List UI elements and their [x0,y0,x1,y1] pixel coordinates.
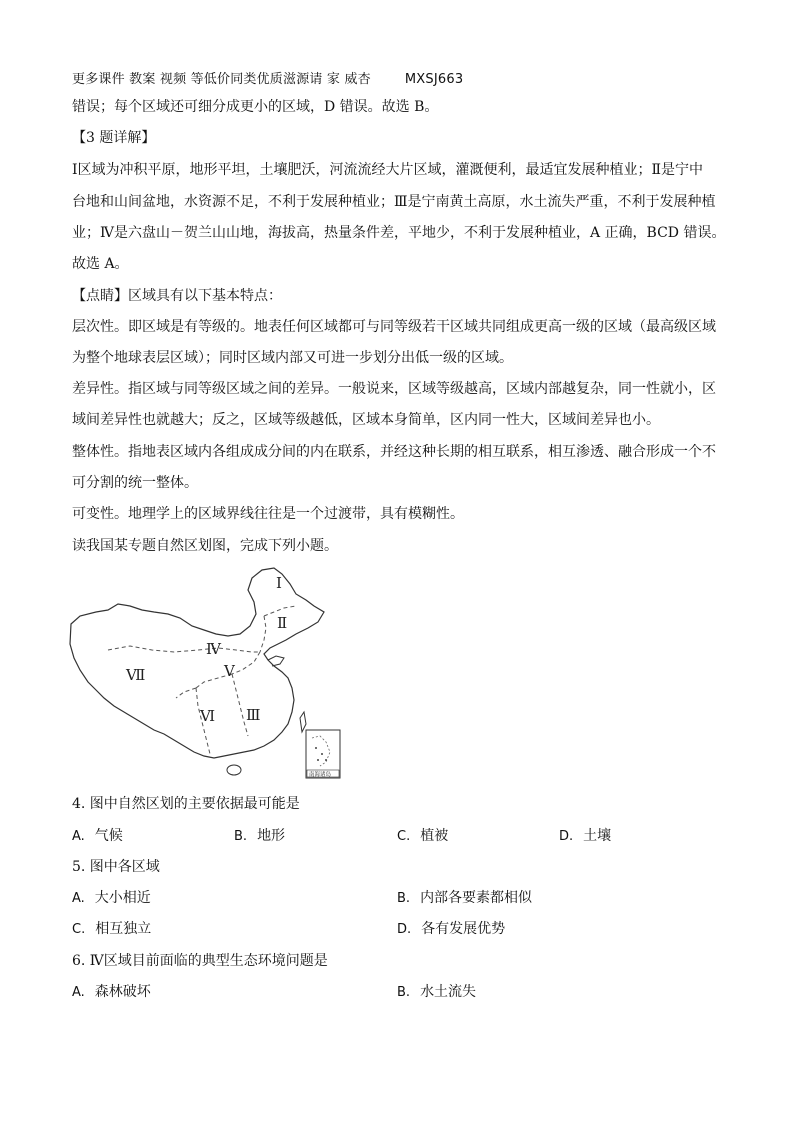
question-option [234,826,285,847]
option-letter: D. [397,922,412,937]
option-text: 相互独立 [95,921,152,937]
text-line: 故选 A。 [72,256,129,272]
option-text: 植被 [420,828,449,844]
question-option [397,919,505,940]
header-text: 更多课件 教案 视频 等低价同类优质滋源请 家 威杏 [72,72,371,87]
option-text: 森林破坏 [94,984,151,1000]
page-header [72,68,463,87]
region-label-6: Ⅵ [200,707,216,725]
option-letter: C. [397,829,411,844]
text-line: 读我国某专题自然区划图，完成下列小题。 [72,538,338,554]
question-stem: 4. 图中自然区划的主要依据最可能是 [72,796,300,812]
option-letter: A. [72,891,85,906]
question-option [397,826,448,847]
region-label-1: Ⅰ [276,574,282,592]
question-option [72,982,151,1003]
region-label-4: Ⅳ [206,640,221,658]
text-line: 业；Ⅳ是六盘山－贺兰山山地，海拔高，热量条件差，平地少，不利于发展种植业，A 正确，BCD 错误。 [72,225,726,241]
taiwan-island [300,712,306,732]
text-line: 为整个地球表层区域）；同时区域内部又可进一步划分出低一级的区域。 [72,350,513,366]
question-option [72,826,123,847]
region-label-7: Ⅶ [126,666,146,684]
option-text: 地形 [257,828,286,844]
text-line: 可分割的统一整体。 [72,475,198,491]
option-letter: B. [397,985,411,1000]
option-text: 气候 [94,828,123,844]
option-text: 各有发展优势 [421,921,506,937]
header-code: MXSJ663 [404,72,464,87]
text-line: Ⅰ区域为冲积平原，地形平坦，土壤肥沃，河流流经大片区域，灌溉便利，最适宜发展种植业；Ⅱ是宁中 [72,162,704,178]
option-letter: A. [72,829,85,844]
region-label-2: Ⅱ [277,614,288,632]
question-option [397,888,532,909]
option-text: 水土流失 [420,984,477,1000]
section-heading: 【点睛】区域具有以下基本特点： [72,288,282,304]
peninsula-outline [268,656,284,666]
option-letter: B. [397,891,411,906]
text-line: 可变性。地理学上的区域界线往往是一个过渡带，具有模糊性。 [72,506,464,522]
south-china-sea-inset [306,730,340,778]
option-text: 土壤 [583,828,612,844]
option-text: 内部各要素都相似 [420,890,533,906]
question-option [72,888,151,909]
text-line: 台地和山间盆地，水资源不足，不利于发展种植业；Ⅲ是宁南黄土高原，水土流失严重，不利于发展种植 [72,194,716,210]
question-option [72,919,151,940]
text-line: 差异性。指区域与同等级区域之间的差异。一般说来，区域等级越高，区域内部越复杂，同一性就小，区 [72,381,716,397]
section-heading: 【3 题详解】 [72,130,156,146]
region-label-5: Ⅴ [224,662,235,680]
question-stem: 5. 图中各区域 [72,859,160,875]
option-letter: B. [234,829,248,844]
text-line: 域间差异性也就越大；反之，区域等级越低，区域本身简单，区内同一性大，区域间差异也小。 [72,412,660,428]
question-option [397,982,476,1003]
hainan-island [227,765,241,775]
text-line: 错误；每个区域还可细分成更小的区域，D 错误。故选 B。 [72,99,439,115]
option-letter: C. [72,922,86,937]
question-stem: 6. Ⅳ区域目前面临的典型生态环境问题是 [72,953,328,969]
text-line: 层次性。即区域是有等级的。地表任何区域都可与同等级若干区域共同组成更高一级的区域（最高级区域 [72,319,716,335]
option-letter: D. [559,829,574,844]
china-region-map [68,566,344,782]
inset-label: 南海诸岛 [309,772,332,778]
region-label-3: Ⅲ [246,706,261,724]
map-svg [68,566,344,782]
option-letter: A. [72,985,85,1000]
option-text: 大小相近 [94,890,151,906]
text-line: 整体性。指地表区域内各组成成分间的内在联系，并经这种长期的相互联系，相互渗透、融合形成一个不 [72,444,716,460]
country-outline [70,568,324,758]
question-option [559,826,611,847]
